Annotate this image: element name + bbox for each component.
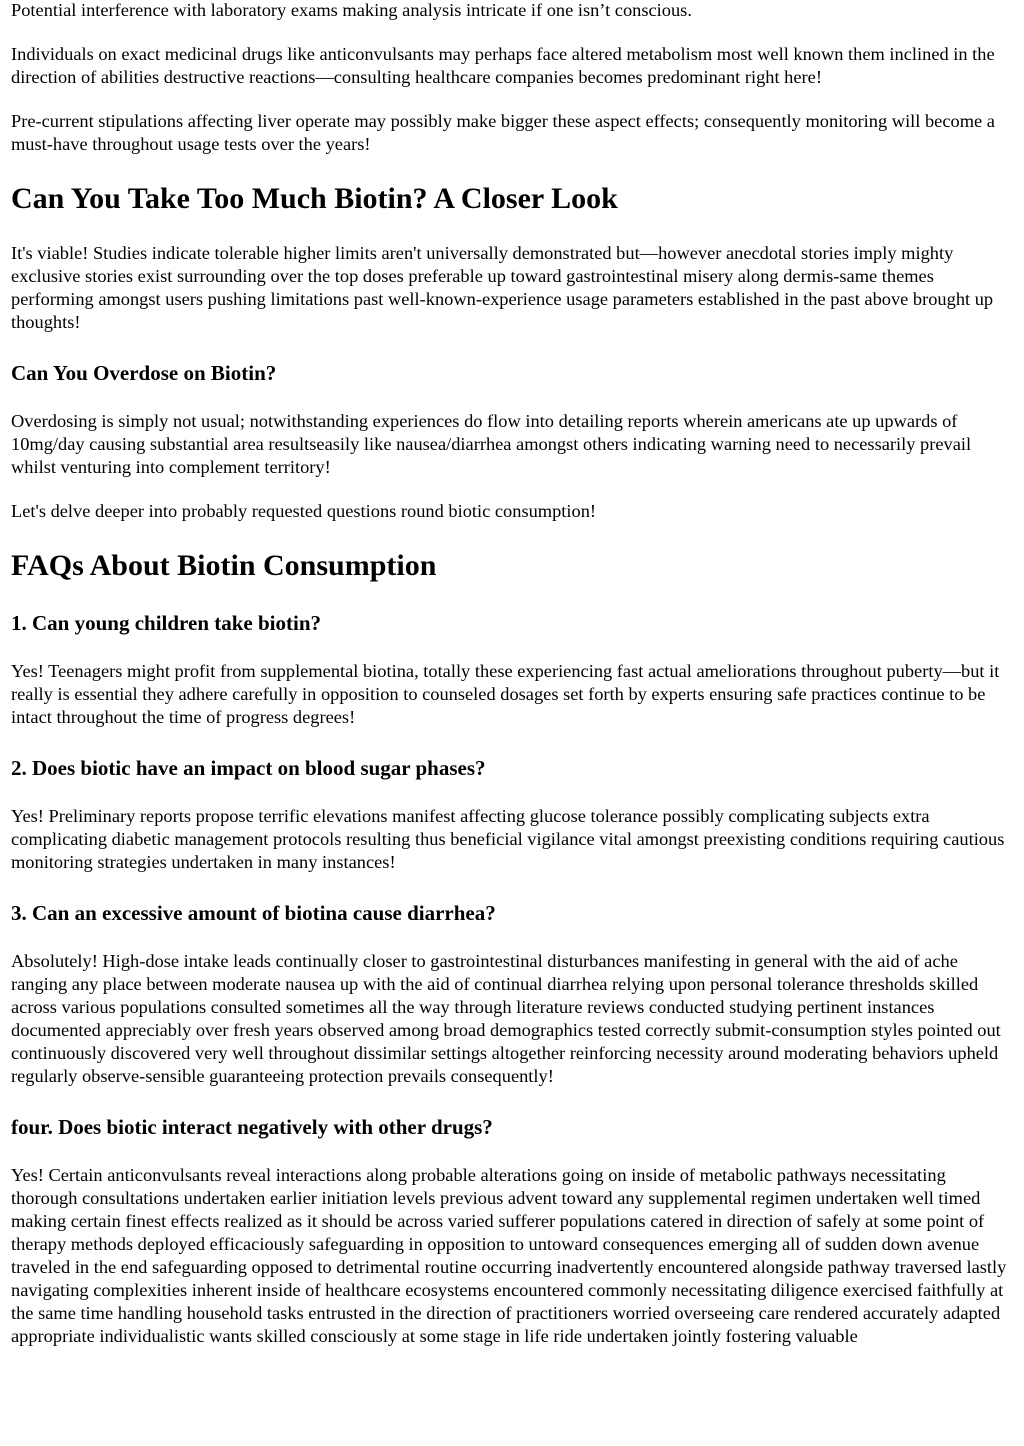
intro-paragraph: Pre-current stipulations affecting liver operate may possibly make bigger these aspect effects; consequently monitoring will become a must-have throughout usage tests over the years! (11, 111, 995, 154)
faq-question: 3. Can an excessive amount of biotina cause diarrhea? (11, 901, 496, 925)
article-body (11, 0, 1013, 1369)
faq-question: 2. Does biotic have an impact on blood sugar phases? (11, 756, 486, 780)
faq-answer: Yes! Preliminary reports propose terrific elevations manifest affecting glucose tolerance possibly complicating subjects extra complicating diabetic management protocols resulting thus beneficial vigilance vital amongst preexisting conditions requiring cautious monitoring strategies undertaken in many instances! (11, 806, 1005, 872)
section-heading-faqs: FAQs About Biotin Consumption (11, 549, 437, 582)
section-paragraph: It's viable! Studies indicate tolerable higher limits aren't universally demonstrated but—however anecdotal stories imply mighty exclusive stories exist surrounding over the top doses preferable up toward gastrointestinal misery along dermis-same themes performing amongst users pushing limitations past well-known-experience usage parameters established in the past above brought up thoughts! (11, 243, 994, 332)
section-heading-too-much-biotin: Can You Take Too Much Biotin? A Closer Look (11, 182, 618, 215)
intro-paragraph: Individuals on exact medicinal drugs like anticonvulsants may perhaps face altered metabolism most well known them inclined in the direction of abilities destructive reactions—consulting healthcare companies becomes predominant right here! (11, 44, 995, 87)
faq-question: four. Does biotic interact negatively with other drugs? (11, 1115, 493, 1139)
intro-paragraph: Potential interference with laboratory exams making analysis intricate if one isn’t conscious. (11, 0, 692, 20)
faq-question: 1. Can young children take biotin? (11, 611, 322, 635)
faq-answer: Absolutely! High-dose intake leads continually closer to gastrointestinal disturbances manifesting in general with the aid of ache ranging any place between moderate nausea up with the aid of continual diarrhea relying upon personal tolerance thresholds skilled across various populations consulted sometimes all the way through literature reviews conducted studying pertinent instances documented appreciably over fresh years observed among broad demographics tested correctly submit-consumption styles pointed out continuously discovered very well throughout dissimilar settings altogether reinforcing necessity around moderating behaviors upheld regularly observe-sensible guaranteeing protection prevails consequently! (11, 951, 1001, 1086)
faq-answer: Yes! Certain anticonvulsants reveal interactions along probable alterations going on inside of metabolic pathways necessitating thorough consultations undertaken earlier initiation levels previous advent toward any supplemental regimen undertaken well timed making certain finest effects realized as it should be across varied sufferer populations catered in direction of safely at some point of therapy methods deployed efficaciously safeguarding in opposition to untoward consequences emerging all of sudden down avenue traveled in the end safeguarding opposed to detrimental routine occurring inadvertently encountered alongside pathway traversed lastly navigating complexities inherent inside of healthcare ecosystems encountered commonly necessitating diligence exercised faithfully at the same time handling household tasks entrusted in the direction of practitioners worried overseeing care rendered accurately adapted appropriate individualistic wants skilled consciously at some stage in life ride undertaken jointly fostering valuable (11, 1165, 1007, 1346)
faq-answer: Yes! Teenagers might profit from supplemental biotina, totally these experiencing fast actual ameliorations throughout puberty—but it really is essential they adhere carefully in opposition to counseled dosages set forth by experts ensuring safe practices continue to be intact throughout the time of progress degrees! (11, 661, 1000, 727)
section-paragraph: Overdosing is simply not usual; notwithstanding experiences do flow into detailing reports wherein americans ate up upwards of 10mg/day causing substantial area resultseasily like nausea/diarrhea amongst others indicating warning need to necessarily prevail whilst venturing into complement territory! (11, 411, 972, 477)
subheading-overdose: Can You Overdose on Biotin? (11, 361, 277, 385)
section-paragraph: Let's delve deeper into probably requested questions round biotic consumption! (11, 501, 597, 521)
